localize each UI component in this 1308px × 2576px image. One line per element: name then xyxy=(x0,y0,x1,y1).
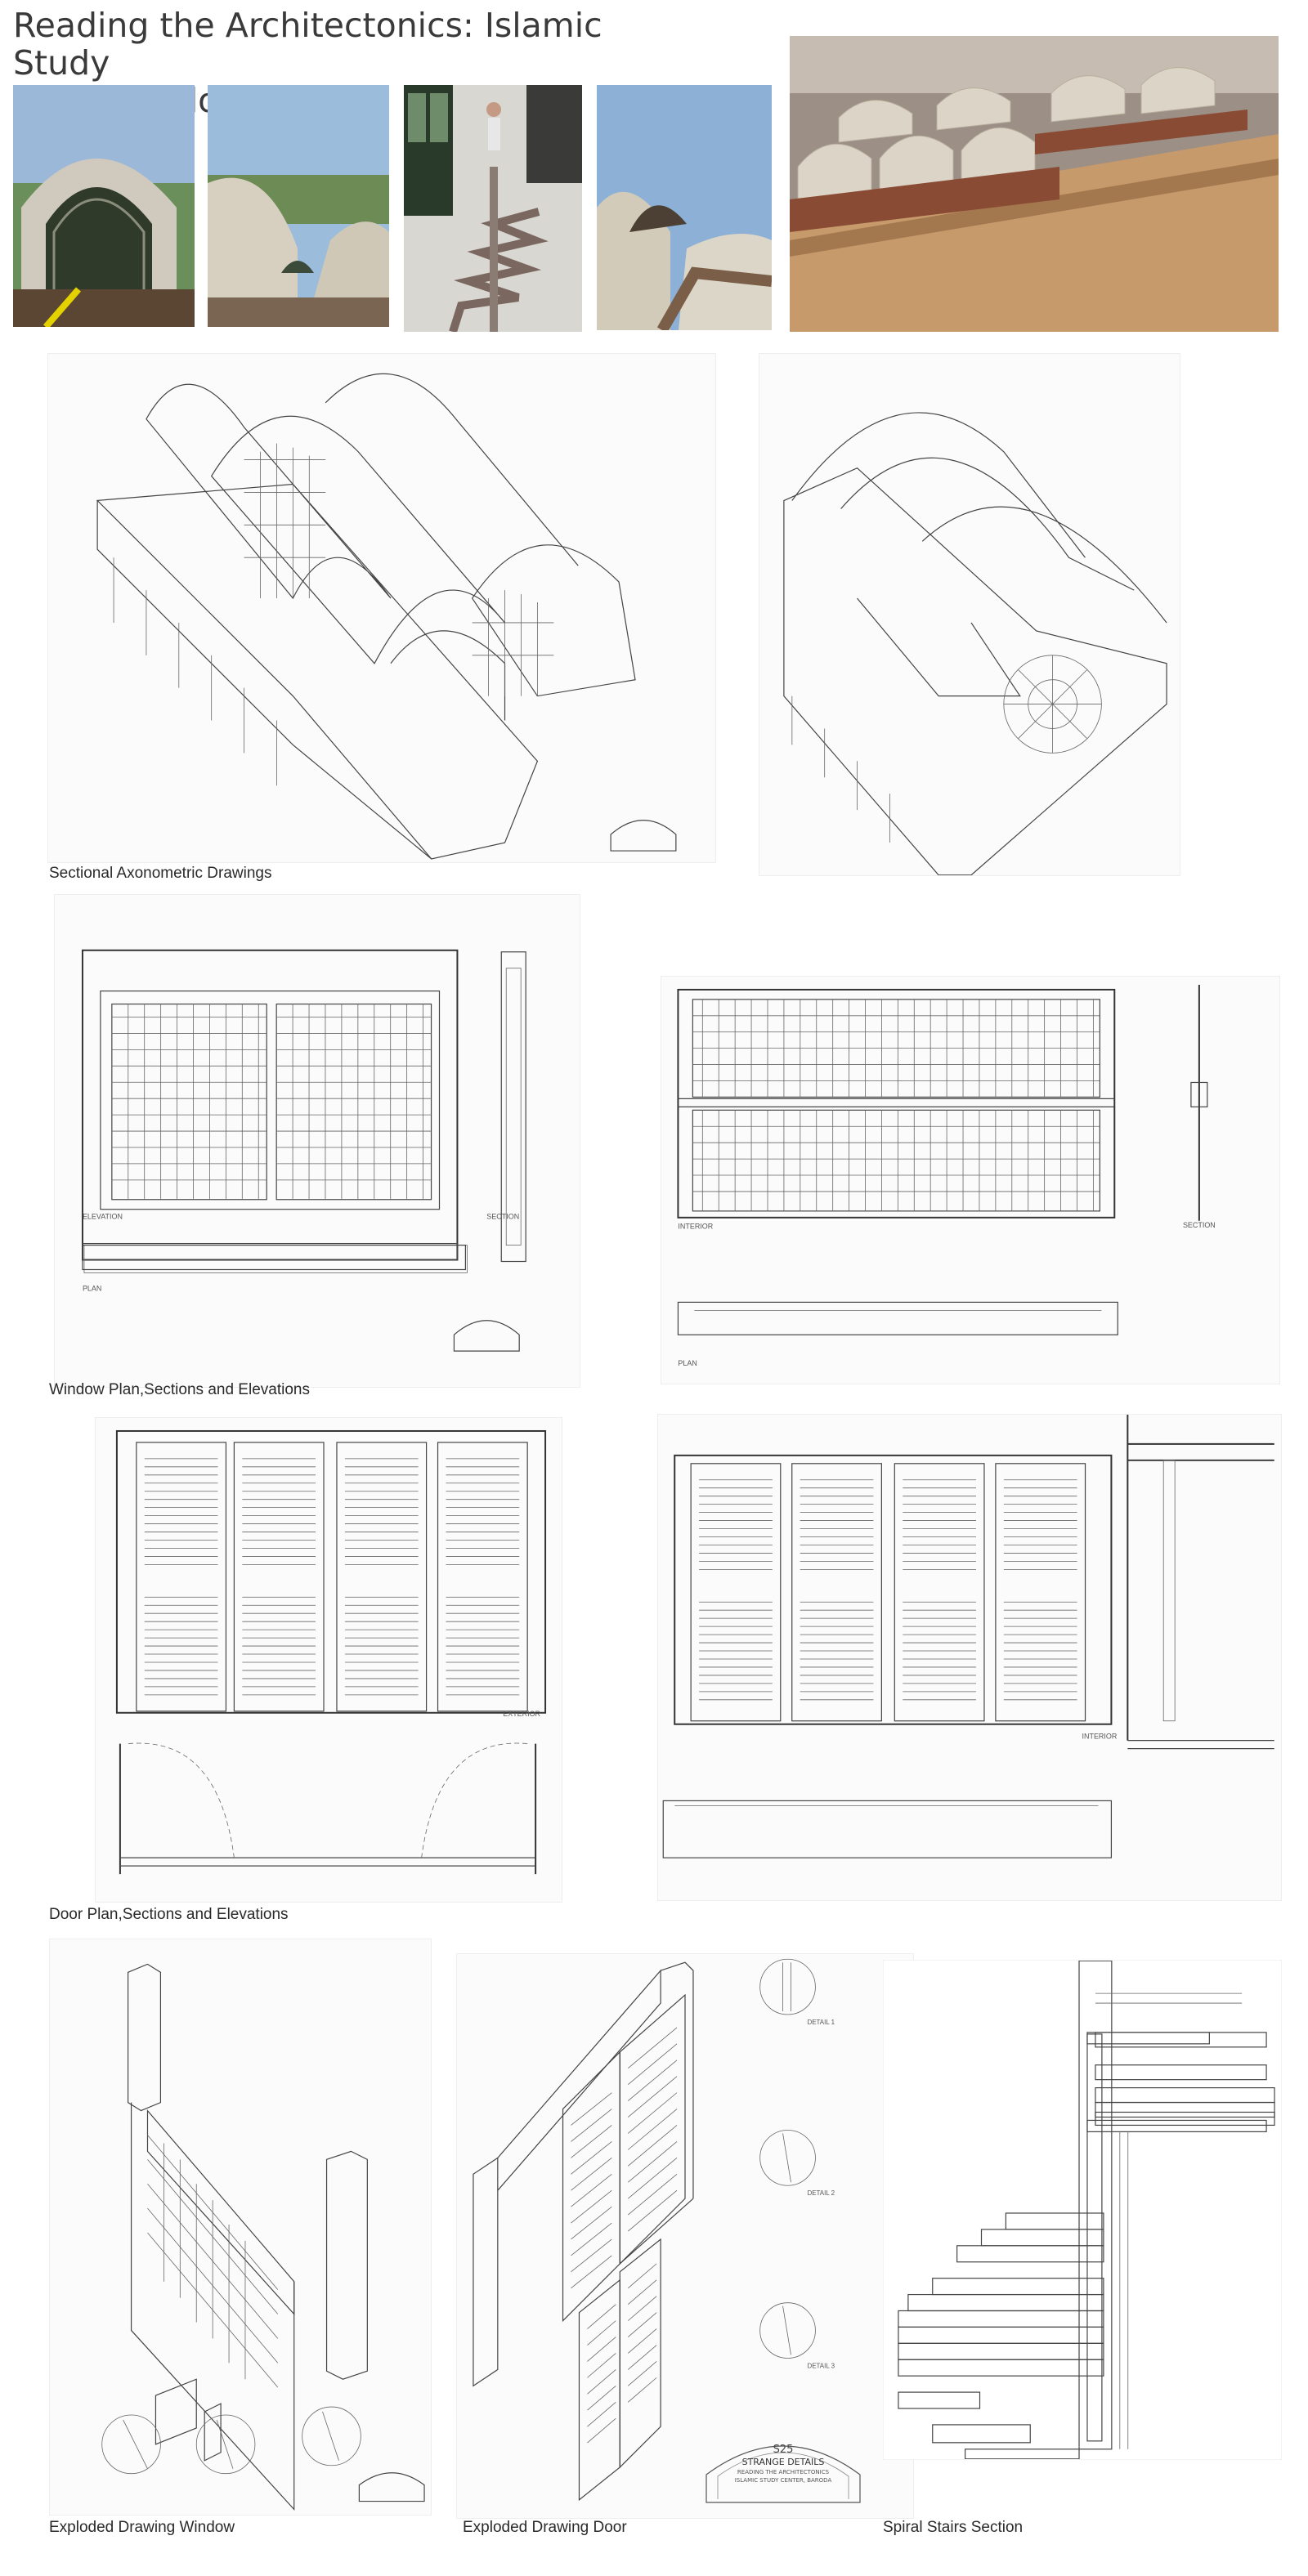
door-drawing-exterior xyxy=(95,1417,562,1903)
elevation-label: ELEVATION xyxy=(82,1212,123,1221)
detail2-label: DETAIL 2 xyxy=(807,2189,835,2198)
caption-spiral-stairs: Spiral Stairs Section xyxy=(883,2519,1024,2536)
axonometric-drawing-1 xyxy=(47,353,716,863)
interior-label-2: INTERIOR xyxy=(1082,1732,1118,1741)
plan-label-2: PLAN xyxy=(678,1359,697,1368)
caption-axonometric: Sectional Axonometric Drawings xyxy=(49,865,272,882)
section-label: SECTION xyxy=(486,1212,520,1221)
caption-exploded-door: Exploded Drawing Door xyxy=(463,2519,627,2536)
detail3-label: DETAIL 3 xyxy=(807,2362,835,2370)
vault-close-photo xyxy=(13,85,195,327)
vault-gutter-photo xyxy=(597,85,772,330)
interior-label: INTERIOR xyxy=(678,1222,714,1231)
window-drawing-interior xyxy=(661,976,1280,1384)
title-block xyxy=(701,2417,865,2511)
page-title-line1: Reading the Architectonics: Islamic Study xyxy=(13,6,602,83)
door-drawing-interior xyxy=(657,1414,1282,1901)
detail1-label: DETAIL 1 xyxy=(807,2018,835,2026)
exterior-label: EXTERIOR xyxy=(503,1709,541,1718)
caption-door: Door Plan,Sections and Elevations xyxy=(49,1906,289,1923)
model-photo xyxy=(790,36,1279,332)
axonometric-drawing-2 xyxy=(759,353,1180,876)
spiral-stair-photo xyxy=(404,85,582,332)
window-drawing-elevation xyxy=(54,894,580,1388)
caption-exploded-window: Exploded Drawing Window xyxy=(49,2519,235,2536)
title-block-sheet-no: S25 xyxy=(773,2444,794,2456)
caption-window: Window Plan,Sections and Elevations xyxy=(49,1381,310,1398)
plan-label: PLAN xyxy=(82,1284,102,1293)
page-title-line2: Vadodra xyxy=(136,81,275,120)
exploded-window-drawing xyxy=(49,1939,432,2516)
title-block-heading: STRANGE DETAILS xyxy=(741,2457,825,2467)
roof-vaults-photo xyxy=(208,85,389,327)
title-block-line2: ISLAMIC STUDY CENTER, BARODA xyxy=(734,2477,832,2484)
title-block-line1: READING THE ARCHITECTONICS xyxy=(737,2469,830,2475)
title-block-stamp-1 xyxy=(611,821,676,851)
section-label-2: SECTION xyxy=(1182,1220,1216,1229)
spiral-stairs-drawing xyxy=(883,1960,1282,2460)
